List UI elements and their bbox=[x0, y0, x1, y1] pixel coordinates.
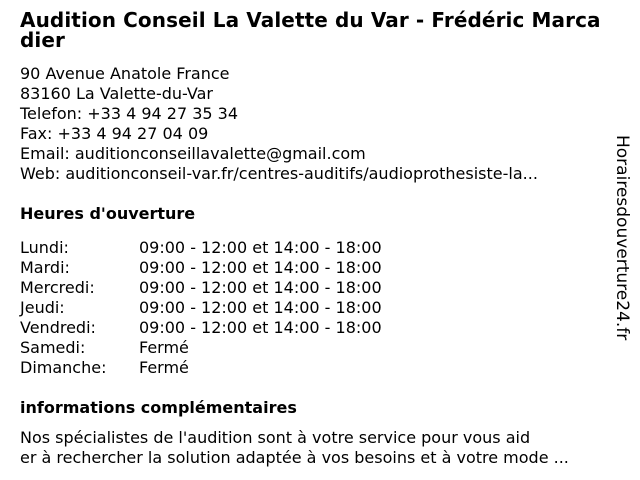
email-address: Email: auditionconseillavalette@gmail.com bbox=[20, 144, 366, 163]
hours-row-friday bbox=[20, 318, 610, 338]
hours-row-sunday bbox=[20, 358, 610, 378]
day-label: Vendredi: bbox=[20, 318, 96, 337]
opening-hours-heading: Heures d'ouverture bbox=[20, 204, 196, 223]
hours-row-tuesday bbox=[20, 258, 610, 278]
contact-block bbox=[20, 64, 610, 184]
business-name: Audition Conseil La Valette du Var - Frédéric Marcadier bbox=[20, 8, 601, 52]
phone-number: Telefon: +33 4 94 27 35 34 bbox=[20, 104, 239, 123]
day-label: Jeudi: bbox=[20, 298, 65, 317]
city-postcode: 83160 La Valette-du-Var bbox=[20, 84, 213, 103]
additional-info-text bbox=[20, 428, 610, 468]
day-hours: 09:00 - 12:00 et 14:00 - 18:00 bbox=[139, 278, 382, 297]
business-card bbox=[20, 10, 610, 468]
website-url: Web: auditionconseil-var.fr/centres-auditifs/audioprothesiste-la... bbox=[20, 164, 538, 183]
hours-row-wednesday bbox=[20, 278, 610, 298]
fax-number: Fax: +33 4 94 27 04 09 bbox=[20, 124, 209, 143]
day-hours: 09:00 - 12:00 et 14:00 - 18:00 bbox=[139, 258, 382, 277]
day-label: Samedi: bbox=[20, 338, 86, 357]
site-watermark: Horairesdouverture24.fr bbox=[612, 135, 632, 341]
day-hours: Fermé bbox=[139, 338, 189, 357]
additional-info-heading: informations complémentaires bbox=[20, 398, 297, 417]
opening-hours-table bbox=[20, 238, 610, 378]
day-label: Dimanche: bbox=[20, 358, 107, 377]
day-hours: 09:00 - 12:00 et 14:00 - 18:00 bbox=[139, 238, 382, 257]
hours-row-thursday bbox=[20, 298, 610, 318]
info-line: Nos spécialistes de l'audition sont à votre service pour vous aid bbox=[20, 428, 531, 447]
day-hours: Fermé bbox=[139, 358, 189, 377]
day-label: Mercredi: bbox=[20, 278, 95, 297]
street-address: 90 Avenue Anatole France bbox=[20, 64, 230, 83]
day-label: Mardi: bbox=[20, 258, 70, 277]
hours-row-saturday bbox=[20, 338, 610, 358]
day-hours: 09:00 - 12:00 et 14:00 - 18:00 bbox=[139, 298, 382, 317]
info-line: er à rechercher la solution adaptée à vos besoins et à votre mode ... bbox=[20, 448, 569, 467]
day-hours: 09:00 - 12:00 et 14:00 - 18:00 bbox=[139, 318, 382, 337]
hours-row-monday bbox=[20, 238, 610, 258]
day-label: Lundi: bbox=[20, 238, 69, 257]
